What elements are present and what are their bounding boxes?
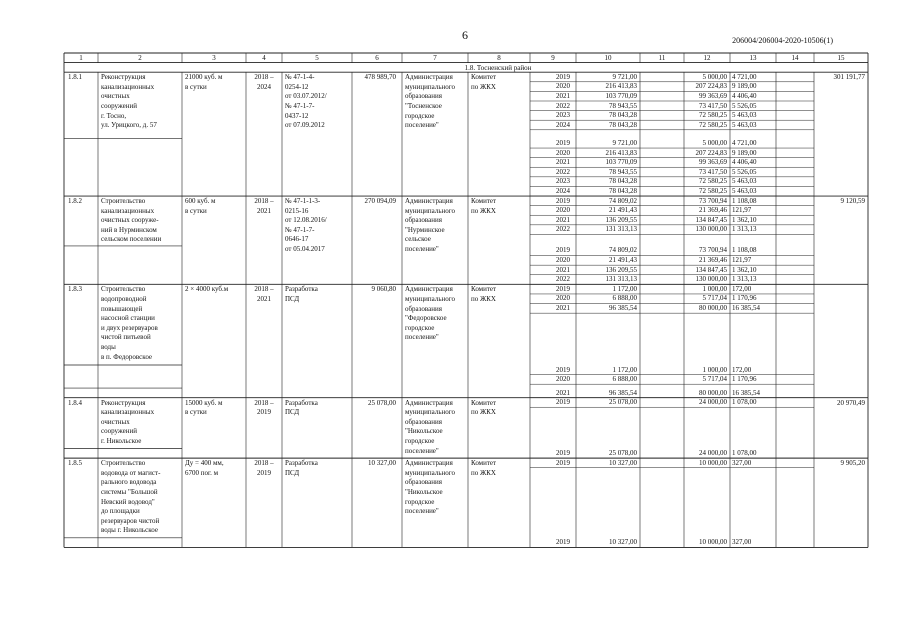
item-customer: муниципального xyxy=(405,408,455,417)
amount-cell: 130 000,00 xyxy=(695,275,727,284)
amount-cell: 25 078,00 xyxy=(609,449,637,458)
amount-cell: 10 000,00 xyxy=(699,458,727,467)
year-cell: 2020 xyxy=(556,206,570,215)
item-customer: образования xyxy=(405,417,442,426)
item-capacity: в сутки xyxy=(185,408,207,417)
item-period: 2021 xyxy=(257,206,271,215)
year-cell: 2020 xyxy=(556,256,570,265)
item-document: Разработка xyxy=(285,459,318,468)
item-capacity: 2 × 4000 куб.м xyxy=(185,285,229,294)
amount-cell: 73 417,50 xyxy=(699,101,727,110)
amount-cell: 5 526,05 xyxy=(732,101,757,110)
item-name: воды г. Никольское xyxy=(101,526,158,535)
item-document: ПСД xyxy=(285,294,300,303)
amount-cell: 121,97 xyxy=(732,206,752,215)
year-cell: 2022 xyxy=(556,225,570,234)
item-customer: муниципального xyxy=(405,294,455,303)
amount-cell: 5 526,05 xyxy=(732,167,757,176)
item-period: 2019 xyxy=(257,468,271,477)
item-customer: поселение" xyxy=(405,333,439,342)
amount-cell: 1 170,96 xyxy=(732,294,757,303)
item-name: в п. Федоровское xyxy=(101,352,153,361)
item-cost: 25 078,00 xyxy=(368,398,396,407)
year-cell: 2021 xyxy=(556,388,570,397)
year-cell: 2024 xyxy=(556,120,570,129)
year-cell: 2019 xyxy=(556,196,570,205)
amount-cell: 80 000,00 xyxy=(699,388,727,397)
amount-cell: 21 491,43 xyxy=(609,256,637,265)
item-customer: "Никольское xyxy=(405,487,443,496)
amount-cell: 24 000,00 xyxy=(699,449,727,458)
item-document: от 12.08.2016/ xyxy=(285,216,327,225)
year-cell: 2021 xyxy=(556,158,570,167)
item-customer: городское xyxy=(405,497,435,506)
amount-cell: 73 417,50 xyxy=(699,167,727,176)
amount-cell: 216 413,83 xyxy=(605,148,637,157)
amount-cell: 1 362,10 xyxy=(732,215,757,224)
year-cell: 2020 xyxy=(556,148,570,157)
year-cell: 2019 xyxy=(556,72,570,81)
amount-cell: 1 000,00 xyxy=(702,284,727,293)
item-name: водовода от магист- xyxy=(101,468,161,477)
item-name: насосной станции xyxy=(101,314,155,323)
column-header: 6 xyxy=(375,54,379,62)
amount-cell: 4 406,40 xyxy=(732,158,757,167)
section-title: 1.8. Тосненский район xyxy=(464,63,532,72)
item-customer: Администрация xyxy=(405,73,453,82)
year-cell: 2019 xyxy=(556,138,570,147)
item-customer: "Федоровское xyxy=(405,314,447,323)
amount-cell: 9 189,00 xyxy=(732,82,757,91)
item-name: Строительство xyxy=(101,459,146,468)
amount-cell: 207 224,83 xyxy=(695,148,727,157)
item-name: очистных сооруже- xyxy=(101,216,159,225)
amount-cell: 172,00 xyxy=(732,284,752,293)
column-header: 8 xyxy=(497,54,501,62)
item-customer: сельское xyxy=(405,235,431,244)
amount-cell: 5 717,04 xyxy=(702,375,727,384)
item-document: ПСД xyxy=(285,468,300,477)
amount-cell: 207 224,83 xyxy=(695,82,727,91)
item-name: Реконструкция xyxy=(101,73,146,82)
amount-cell: 99 363,69 xyxy=(699,158,727,167)
amount-cell: 130 000,00 xyxy=(695,225,727,234)
amount-cell: 1 170,96 xyxy=(732,375,757,384)
item-name: системы "Большой xyxy=(101,487,158,496)
amount-cell: 96 385,54 xyxy=(609,388,637,397)
item-committee: по ЖКХ xyxy=(471,294,496,303)
item-name: канализационных xyxy=(101,206,155,215)
year-cell: 2020 xyxy=(556,375,570,384)
item-committee: Комитет xyxy=(471,285,497,294)
year-cell: 2022 xyxy=(556,167,570,176)
amount-cell: 1 000,00 xyxy=(702,365,727,374)
item-customer: "Никольское xyxy=(405,427,443,436)
year-cell: 2021 xyxy=(556,265,570,274)
item-extra: 20 970,49 xyxy=(837,398,865,407)
item-name: Реконструкция xyxy=(101,398,146,407)
amount-cell: 327,00 xyxy=(732,458,752,467)
amount-cell: 1 108,08 xyxy=(732,196,757,205)
amount-cell: 10 327,00 xyxy=(609,538,637,547)
column-header: 7 xyxy=(433,54,437,62)
item-customer: Администрация xyxy=(405,398,453,407)
item-cost: 478 989,70 xyxy=(364,73,396,82)
amount-cell: 78 043,28 xyxy=(609,186,637,195)
item-customer: городское xyxy=(405,323,435,332)
item-customer: "Тосненское xyxy=(405,102,442,110)
item-period: 2018 – xyxy=(254,398,274,407)
item-customer: городское xyxy=(405,111,435,120)
amount-cell: 121,97 xyxy=(732,256,752,265)
item-name: чистой питьевой xyxy=(101,333,151,342)
year-cell: 2023 xyxy=(556,111,570,120)
year-cell: 2022 xyxy=(556,275,570,284)
amount-cell: 4 721,00 xyxy=(732,72,757,81)
item-period: 2018 – xyxy=(254,285,274,294)
item-committee: по ЖКХ xyxy=(471,206,496,215)
amount-cell: 78 943,55 xyxy=(609,101,637,110)
amount-cell: 80 000,00 xyxy=(699,304,727,313)
amount-cell: 216 413,83 xyxy=(605,82,637,91)
item-customer: "Нурминское xyxy=(405,225,445,234)
item-committee: по ЖКХ xyxy=(471,468,496,477)
item-customer: муниципального xyxy=(405,468,455,477)
amount-cell: 5 000,00 xyxy=(702,72,727,81)
amount-cell: 72 580,25 xyxy=(699,111,727,120)
item-number: 1.8.4 xyxy=(68,398,82,407)
item-name: сооружений xyxy=(101,427,138,436)
column-header: 15 xyxy=(837,54,845,62)
amount-cell: 4 721,00 xyxy=(732,138,757,147)
amount-cell: 78 043,28 xyxy=(609,177,637,186)
column-header: 9 xyxy=(551,54,555,62)
column-header: 2 xyxy=(138,54,142,62)
item-number: 1.8.3 xyxy=(68,285,82,294)
amount-cell: 5 463,03 xyxy=(732,186,757,195)
year-cell: 2021 xyxy=(556,215,570,224)
amount-cell: 131 313,13 xyxy=(605,225,637,234)
amount-cell: 9 721,00 xyxy=(612,138,637,147)
amount-cell: 72 580,25 xyxy=(699,120,727,129)
page-number: 6 xyxy=(462,28,468,42)
item-customer: муниципального xyxy=(405,82,455,91)
item-extra: 9 905,20 xyxy=(840,459,865,468)
item-name: и двух резервуаров xyxy=(101,323,158,332)
amount-cell: 136 209,55 xyxy=(605,265,637,274)
amount-cell: 1 108,08 xyxy=(732,246,757,255)
amount-cell: 327,00 xyxy=(732,538,752,547)
document-id: 206004/206004-2020-10506(1) xyxy=(732,36,833,45)
year-cell: 2020 xyxy=(556,82,570,91)
item-capacity: в сутки xyxy=(185,206,207,215)
column-header: 10 xyxy=(604,54,612,62)
amount-cell: 24 000,00 xyxy=(699,398,727,407)
amount-cell: 72 580,25 xyxy=(699,177,727,186)
item-document: ПСД xyxy=(285,408,300,417)
item-document: № 47-1-1-3- xyxy=(285,197,321,206)
amount-cell: 1 313,13 xyxy=(732,225,757,234)
amount-cell: 73 700,94 xyxy=(699,246,727,255)
item-document: от 07.09.2012 xyxy=(285,121,325,130)
item-name: ул. Урицкого, д. 57 xyxy=(101,121,157,130)
amount-cell: 72 580,25 xyxy=(699,186,727,195)
amount-cell: 25 078,00 xyxy=(609,398,637,407)
column-header: 13 xyxy=(749,54,757,62)
item-committee: по ЖКХ xyxy=(471,82,496,91)
item-customer: образования xyxy=(405,92,442,101)
amount-cell: 74 809,02 xyxy=(609,246,637,255)
item-name: водопроводной xyxy=(101,294,147,303)
item-customer: муниципального xyxy=(405,206,455,215)
amount-cell: 5 717,04 xyxy=(702,294,727,303)
amount-cell: 73 700,94 xyxy=(699,196,727,205)
year-cell: 2019 xyxy=(556,365,570,374)
year-cell: 2019 xyxy=(556,538,570,547)
item-name: сельском поселении xyxy=(101,235,162,244)
amount-cell: 5 463,03 xyxy=(732,177,757,186)
item-capacity: 6700 пог. м xyxy=(185,468,219,477)
amount-cell: 134 847,45 xyxy=(695,215,727,224)
year-cell: 2023 xyxy=(556,177,570,186)
item-document: 0646-17 xyxy=(285,235,309,244)
item-capacity: 15000 куб. м xyxy=(185,398,223,407)
item-document: 0437-12 xyxy=(285,111,309,120)
item-name: резервуаров чистой xyxy=(101,516,160,525)
item-customer: Администрация xyxy=(405,197,453,206)
item-name: Строительство xyxy=(101,197,146,206)
amount-cell: 9 721,00 xyxy=(612,72,637,81)
item-period: 2021 xyxy=(257,294,271,303)
item-document: Разработка xyxy=(285,285,318,294)
item-number: 1.8.1 xyxy=(68,73,82,82)
amount-cell: 74 809,02 xyxy=(609,196,637,205)
amount-cell: 6 888,00 xyxy=(612,294,637,303)
item-name: очистных xyxy=(101,92,130,101)
amount-cell: 103 770,09 xyxy=(605,158,637,167)
amount-cell: 21 369,46 xyxy=(699,206,727,215)
item-customer: поселение" xyxy=(405,507,439,516)
item-document: от 05.04.2017 xyxy=(285,245,325,254)
year-cell: 2022 xyxy=(556,101,570,110)
item-capacity: 600 куб. м xyxy=(185,197,216,206)
year-cell: 2019 xyxy=(556,458,570,467)
item-customer: поселение" xyxy=(405,245,439,254)
item-name: канализационных xyxy=(101,408,155,417)
column-header: 4 xyxy=(262,54,266,62)
item-document: от 03.07.2012/ xyxy=(285,92,327,101)
column-header: 12 xyxy=(703,54,711,62)
item-period: 2019 xyxy=(257,408,271,417)
item-customer: городское xyxy=(405,437,435,446)
item-cost: 10 327,00 xyxy=(368,459,396,468)
column-header: 3 xyxy=(212,54,216,62)
item-customer: образования xyxy=(405,216,442,225)
amount-cell: 78 943,55 xyxy=(609,167,637,176)
amount-cell: 78 043,28 xyxy=(609,111,637,120)
column-header: 5 xyxy=(315,54,319,62)
item-capacity: Ду = 400 мм, xyxy=(185,459,224,468)
amount-cell: 99 363,69 xyxy=(699,91,727,100)
item-customer: образования xyxy=(405,304,442,313)
item-name: канализационных xyxy=(101,82,155,91)
amount-cell: 1 172,00 xyxy=(612,365,637,374)
amount-cell: 21 491,43 xyxy=(609,206,637,215)
item-capacity: 21000 куб. м xyxy=(185,73,223,82)
column-header: 11 xyxy=(658,54,666,62)
year-cell: 2019 xyxy=(556,284,570,293)
column-header: 1 xyxy=(79,54,83,62)
item-document: Разработка xyxy=(285,398,318,407)
item-name: рального водовода xyxy=(101,478,157,487)
item-extra: 301 191,77 xyxy=(833,73,865,82)
item-customer: Администрация xyxy=(405,459,453,468)
item-committee: Комитет xyxy=(471,197,497,206)
item-name: Невский водовод" xyxy=(101,497,155,506)
item-number: 1.8.5 xyxy=(68,459,82,468)
amount-cell: 21 369,46 xyxy=(699,256,727,265)
amount-cell: 9 189,00 xyxy=(732,148,757,157)
item-document: 0254-12 xyxy=(285,82,309,91)
amount-cell: 136 209,55 xyxy=(605,215,637,224)
item-name: г. Тосно, xyxy=(101,111,127,120)
amount-cell: 78 043,28 xyxy=(609,120,637,129)
item-document: № 47-1-7- xyxy=(285,102,315,110)
year-cell: 2019 xyxy=(556,398,570,407)
item-document: № 47-1-4- xyxy=(285,73,315,82)
year-cell: 2021 xyxy=(556,304,570,313)
item-cost: 270 094,09 xyxy=(364,197,396,206)
item-name: г. Никольское xyxy=(101,437,142,446)
amount-cell: 10 327,00 xyxy=(609,458,637,467)
item-period: 2018 – xyxy=(254,459,274,468)
amount-cell: 1 078,00 xyxy=(732,449,757,458)
amount-cell: 1 362,10 xyxy=(732,265,757,274)
amount-cell: 1 313,13 xyxy=(732,275,757,284)
item-customer: поселение" xyxy=(405,446,439,455)
item-extra: 9 120,59 xyxy=(840,197,865,206)
item-number: 1.8.2 xyxy=(68,197,82,206)
year-cell: 2024 xyxy=(556,186,570,195)
year-cell: 2020 xyxy=(556,294,570,303)
item-customer: Администрация xyxy=(405,285,453,294)
item-document: 0215-16 xyxy=(285,206,309,215)
amount-cell: 134 847,45 xyxy=(695,265,727,274)
amount-cell: 5 463,03 xyxy=(732,111,757,120)
item-committee: Комитет xyxy=(471,398,497,407)
item-name: ний в Нурминском xyxy=(101,225,157,234)
item-name: до площадки xyxy=(101,507,140,516)
item-cost: 9 060,80 xyxy=(371,285,396,294)
amount-cell: 131 313,13 xyxy=(605,275,637,284)
amount-cell: 96 385,54 xyxy=(609,304,637,313)
item-customer: поселение" xyxy=(405,121,439,130)
amount-cell: 16 385,54 xyxy=(732,388,760,397)
item-period: 2018 – xyxy=(254,197,274,206)
amount-cell: 1 078,00 xyxy=(732,398,757,407)
amount-cell: 5 000,00 xyxy=(702,138,727,147)
item-name: воды xyxy=(101,342,116,351)
item-name: Строительство xyxy=(101,285,146,294)
amount-cell: 6 888,00 xyxy=(612,375,637,384)
year-cell: 2021 xyxy=(556,91,570,100)
amount-cell: 16 385,54 xyxy=(732,304,760,313)
item-period: 2024 xyxy=(257,82,271,91)
item-name: повышающей xyxy=(101,304,143,313)
amount-cell: 103 770,09 xyxy=(605,91,637,100)
amount-cell: 172,00 xyxy=(732,365,752,374)
item-name: очистных xyxy=(101,417,130,426)
amount-cell: 4 406,40 xyxy=(732,91,757,100)
amount-cell: 1 172,00 xyxy=(612,284,637,293)
year-cell: 2019 xyxy=(556,449,570,458)
item-committee: Комитет xyxy=(471,73,497,82)
item-capacity: в сутки xyxy=(185,82,207,91)
item-customer: образования xyxy=(405,478,442,487)
item-document: № 47-1-7- xyxy=(285,225,315,234)
item-name: сооружений xyxy=(101,102,138,110)
amount-cell: 5 463,03 xyxy=(732,120,757,129)
column-header: 14 xyxy=(791,54,799,62)
year-cell: 2019 xyxy=(556,246,570,255)
amount-cell: 10 000,00 xyxy=(699,538,727,547)
item-period: 2018 – xyxy=(254,73,274,82)
item-committee: Комитет xyxy=(471,459,497,468)
item-committee: по ЖКХ xyxy=(471,408,496,417)
